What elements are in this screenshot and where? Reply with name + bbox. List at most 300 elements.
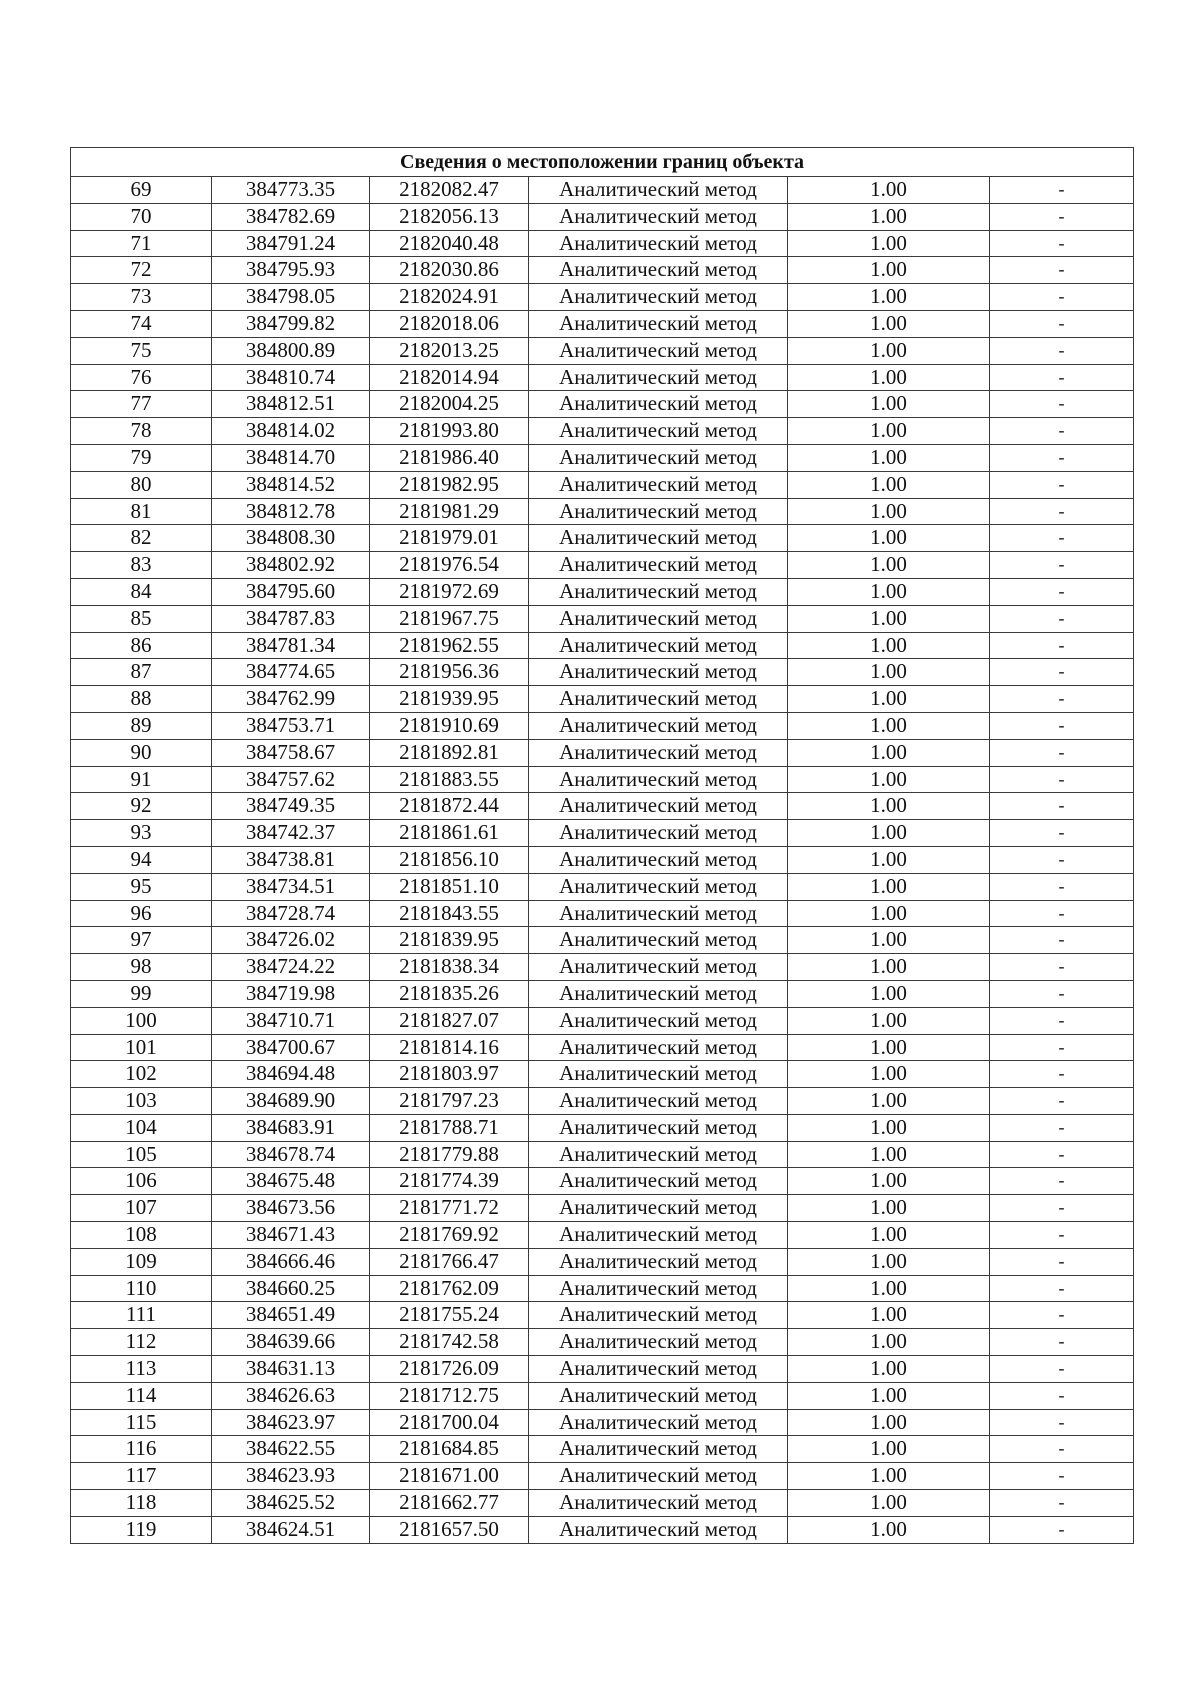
method-cell: Аналитический метод bbox=[529, 712, 788, 739]
description-cell: - bbox=[990, 632, 1134, 659]
method-cell: Аналитический метод bbox=[529, 364, 788, 391]
table-row bbox=[71, 712, 1134, 739]
method-cell: Аналитический метод bbox=[529, 1356, 788, 1383]
description-cell: - bbox=[990, 1463, 1134, 1490]
table-row bbox=[71, 471, 1134, 498]
method-cell: Аналитический метод bbox=[529, 391, 788, 418]
point-number-cell: 95 bbox=[71, 873, 212, 900]
method-cell: Аналитический метод bbox=[529, 1034, 788, 1061]
point-number-cell: 70 bbox=[71, 203, 212, 230]
description-cell: - bbox=[990, 498, 1134, 525]
accuracy-cell: 1.00 bbox=[788, 1275, 990, 1302]
table-row bbox=[71, 900, 1134, 927]
point-number-cell: 94 bbox=[71, 846, 212, 873]
x-coordinate-cell: 384631.13 bbox=[212, 1356, 370, 1383]
method-cell: Аналитический метод bbox=[529, 525, 788, 552]
point-number-cell: 105 bbox=[71, 1141, 212, 1168]
description-cell: - bbox=[990, 793, 1134, 820]
x-coordinate-cell: 384758.67 bbox=[212, 739, 370, 766]
accuracy-cell: 1.00 bbox=[788, 1436, 990, 1463]
accuracy-cell: 1.00 bbox=[788, 1141, 990, 1168]
point-number-cell: 81 bbox=[71, 498, 212, 525]
x-coordinate-cell: 384624.51 bbox=[212, 1516, 370, 1543]
point-number-cell: 119 bbox=[71, 1516, 212, 1543]
point-number-cell: 75 bbox=[71, 337, 212, 364]
method-cell: Аналитический метод bbox=[529, 1302, 788, 1329]
x-coordinate-cell: 384791.24 bbox=[212, 230, 370, 257]
x-coordinate-cell: 384782.69 bbox=[212, 203, 370, 230]
y-coordinate-cell: 2181814.16 bbox=[370, 1034, 529, 1061]
y-coordinate-cell: 2181827.07 bbox=[370, 1007, 529, 1034]
table-row bbox=[71, 1329, 1134, 1356]
x-coordinate-cell: 384734.51 bbox=[212, 873, 370, 900]
description-cell: - bbox=[990, 337, 1134, 364]
y-coordinate-cell: 2181779.88 bbox=[370, 1141, 529, 1168]
y-coordinate-cell: 2181986.40 bbox=[370, 444, 529, 471]
table-row bbox=[71, 1034, 1134, 1061]
x-coordinate-cell: 384683.91 bbox=[212, 1114, 370, 1141]
table-row bbox=[71, 337, 1134, 364]
y-coordinate-cell: 2181910.69 bbox=[370, 712, 529, 739]
description-cell: - bbox=[990, 900, 1134, 927]
method-cell: Аналитический метод bbox=[529, 873, 788, 900]
y-coordinate-cell: 2181769.92 bbox=[370, 1222, 529, 1249]
description-cell: - bbox=[990, 444, 1134, 471]
x-coordinate-cell: 384787.83 bbox=[212, 605, 370, 632]
x-coordinate-cell: 384753.71 bbox=[212, 712, 370, 739]
x-coordinate-cell: 384773.35 bbox=[212, 177, 370, 204]
description-cell: - bbox=[990, 873, 1134, 900]
y-coordinate-cell: 2181982.95 bbox=[370, 471, 529, 498]
x-coordinate-cell: 384800.89 bbox=[212, 337, 370, 364]
description-cell: - bbox=[990, 1436, 1134, 1463]
x-coordinate-cell: 384810.74 bbox=[212, 364, 370, 391]
table-row bbox=[71, 739, 1134, 766]
accuracy-cell: 1.00 bbox=[788, 418, 990, 445]
x-coordinate-cell: 384738.81 bbox=[212, 846, 370, 873]
y-coordinate-cell: 2181981.29 bbox=[370, 498, 529, 525]
description-cell: - bbox=[990, 846, 1134, 873]
method-cell: Аналитический метод bbox=[529, 230, 788, 257]
accuracy-cell: 1.00 bbox=[788, 1007, 990, 1034]
table-row bbox=[71, 1516, 1134, 1543]
point-number-cell: 77 bbox=[71, 391, 212, 418]
y-coordinate-cell: 2181883.55 bbox=[370, 766, 529, 793]
y-coordinate-cell: 2181967.75 bbox=[370, 605, 529, 632]
x-coordinate-cell: 384724.22 bbox=[212, 954, 370, 981]
accuracy-cell: 1.00 bbox=[788, 471, 990, 498]
y-coordinate-cell: 2181803.97 bbox=[370, 1061, 529, 1088]
accuracy-cell: 1.00 bbox=[788, 1356, 990, 1383]
description-cell: - bbox=[990, 1222, 1134, 1249]
y-coordinate-cell: 2181839.95 bbox=[370, 927, 529, 954]
method-cell: Аналитический метод bbox=[529, 1275, 788, 1302]
point-number-cell: 86 bbox=[71, 632, 212, 659]
x-coordinate-cell: 384671.43 bbox=[212, 1222, 370, 1249]
y-coordinate-cell: 2181972.69 bbox=[370, 578, 529, 605]
method-cell: Аналитический метод bbox=[529, 310, 788, 337]
x-coordinate-cell: 384719.98 bbox=[212, 980, 370, 1007]
accuracy-cell: 1.00 bbox=[788, 1463, 990, 1490]
y-coordinate-cell: 2181993.80 bbox=[370, 418, 529, 445]
table-row bbox=[71, 418, 1134, 445]
table-row bbox=[71, 820, 1134, 847]
accuracy-cell: 1.00 bbox=[788, 766, 990, 793]
point-number-cell: 108 bbox=[71, 1222, 212, 1249]
description-cell: - bbox=[990, 1114, 1134, 1141]
method-cell: Аналитический метод bbox=[529, 1463, 788, 1490]
x-coordinate-cell: 384814.02 bbox=[212, 418, 370, 445]
accuracy-cell: 1.00 bbox=[788, 1114, 990, 1141]
accuracy-cell: 1.00 bbox=[788, 659, 990, 686]
x-coordinate-cell: 384623.93 bbox=[212, 1463, 370, 1490]
method-cell: Аналитический метод bbox=[529, 1141, 788, 1168]
method-cell: Аналитический метод bbox=[529, 578, 788, 605]
description-cell: - bbox=[990, 1356, 1134, 1383]
point-number-cell: 88 bbox=[71, 686, 212, 713]
table-row bbox=[71, 605, 1134, 632]
x-coordinate-cell: 384675.48 bbox=[212, 1168, 370, 1195]
table-row bbox=[71, 1248, 1134, 1275]
point-number-cell: 92 bbox=[71, 793, 212, 820]
table-row bbox=[71, 257, 1134, 284]
y-coordinate-cell: 2182056.13 bbox=[370, 203, 529, 230]
y-coordinate-cell: 2181762.09 bbox=[370, 1275, 529, 1302]
x-coordinate-cell: 384757.62 bbox=[212, 766, 370, 793]
method-cell: Аналитический метод bbox=[529, 1409, 788, 1436]
x-coordinate-cell: 384651.49 bbox=[212, 1302, 370, 1329]
table-row bbox=[71, 1302, 1134, 1329]
accuracy-cell: 1.00 bbox=[788, 284, 990, 311]
point-number-cell: 111 bbox=[71, 1302, 212, 1329]
table-row bbox=[71, 177, 1134, 204]
y-coordinate-cell: 2181774.39 bbox=[370, 1168, 529, 1195]
accuracy-cell: 1.00 bbox=[788, 177, 990, 204]
y-coordinate-cell: 2181976.54 bbox=[370, 552, 529, 579]
table-row bbox=[71, 686, 1134, 713]
point-number-cell: 87 bbox=[71, 659, 212, 686]
point-number-cell: 83 bbox=[71, 552, 212, 579]
accuracy-cell: 1.00 bbox=[788, 793, 990, 820]
y-coordinate-cell: 2181684.85 bbox=[370, 1436, 529, 1463]
x-coordinate-cell: 384710.71 bbox=[212, 1007, 370, 1034]
table-row bbox=[71, 1436, 1134, 1463]
method-cell: Аналитический метод bbox=[529, 203, 788, 230]
method-cell: Аналитический метод bbox=[529, 1436, 788, 1463]
table-title: Сведения о местоположении границ объекта bbox=[71, 148, 1134, 177]
method-cell: Аналитический метод bbox=[529, 739, 788, 766]
method-cell: Аналитический метод bbox=[529, 980, 788, 1007]
description-cell: - bbox=[990, 418, 1134, 445]
point-number-cell: 114 bbox=[71, 1382, 212, 1409]
point-number-cell: 115 bbox=[71, 1409, 212, 1436]
accuracy-cell: 1.00 bbox=[788, 605, 990, 632]
y-coordinate-cell: 2181726.09 bbox=[370, 1356, 529, 1383]
accuracy-cell: 1.00 bbox=[788, 927, 990, 954]
point-number-cell: 89 bbox=[71, 712, 212, 739]
table-row bbox=[71, 230, 1134, 257]
y-coordinate-cell: 2181838.34 bbox=[370, 954, 529, 981]
method-cell: Аналитический метод bbox=[529, 498, 788, 525]
y-coordinate-cell: 2181979.01 bbox=[370, 525, 529, 552]
table-row bbox=[71, 203, 1134, 230]
table-row bbox=[71, 1088, 1134, 1115]
x-coordinate-cell: 384626.63 bbox=[212, 1382, 370, 1409]
point-number-cell: 113 bbox=[71, 1356, 212, 1383]
point-number-cell: 118 bbox=[71, 1490, 212, 1517]
table-row bbox=[71, 1007, 1134, 1034]
accuracy-cell: 1.00 bbox=[788, 1034, 990, 1061]
accuracy-cell: 1.00 bbox=[788, 310, 990, 337]
method-cell: Аналитический метод bbox=[529, 793, 788, 820]
y-coordinate-cell: 2181700.04 bbox=[370, 1409, 529, 1436]
x-coordinate-cell: 384625.52 bbox=[212, 1490, 370, 1517]
x-coordinate-cell: 384622.55 bbox=[212, 1436, 370, 1463]
method-cell: Аналитический метод bbox=[529, 1007, 788, 1034]
method-cell: Аналитический метод bbox=[529, 1516, 788, 1543]
description-cell: - bbox=[990, 177, 1134, 204]
description-cell: - bbox=[990, 1034, 1134, 1061]
description-cell: - bbox=[990, 739, 1134, 766]
accuracy-cell: 1.00 bbox=[788, 1409, 990, 1436]
method-cell: Аналитический метод bbox=[529, 1248, 788, 1275]
description-cell: - bbox=[990, 712, 1134, 739]
table-row bbox=[71, 793, 1134, 820]
description-cell: - bbox=[990, 1329, 1134, 1356]
method-cell: Аналитический метод bbox=[529, 1088, 788, 1115]
y-coordinate-cell: 2182082.47 bbox=[370, 177, 529, 204]
method-cell: Аналитический метод bbox=[529, 846, 788, 873]
description-cell: - bbox=[990, 203, 1134, 230]
method-cell: Аналитический метод bbox=[529, 632, 788, 659]
description-cell: - bbox=[990, 927, 1134, 954]
table-row bbox=[71, 1463, 1134, 1490]
point-number-cell: 112 bbox=[71, 1329, 212, 1356]
y-coordinate-cell: 2181956.36 bbox=[370, 659, 529, 686]
point-number-cell: 96 bbox=[71, 900, 212, 927]
point-number-cell: 103 bbox=[71, 1088, 212, 1115]
description-cell: - bbox=[990, 578, 1134, 605]
description-cell: - bbox=[990, 1409, 1134, 1436]
description-cell: - bbox=[990, 391, 1134, 418]
description-cell: - bbox=[990, 525, 1134, 552]
method-cell: Аналитический метод bbox=[529, 900, 788, 927]
description-cell: - bbox=[990, 1248, 1134, 1275]
y-coordinate-cell: 2182018.06 bbox=[370, 310, 529, 337]
x-coordinate-cell: 384728.74 bbox=[212, 900, 370, 927]
point-number-cell: 99 bbox=[71, 980, 212, 1007]
accuracy-cell: 1.00 bbox=[788, 846, 990, 873]
y-coordinate-cell: 2181712.75 bbox=[370, 1382, 529, 1409]
accuracy-cell: 1.00 bbox=[788, 1490, 990, 1517]
table-row bbox=[71, 552, 1134, 579]
accuracy-cell: 1.00 bbox=[788, 1195, 990, 1222]
accuracy-cell: 1.00 bbox=[788, 712, 990, 739]
table-row bbox=[71, 525, 1134, 552]
y-coordinate-cell: 2181851.10 bbox=[370, 873, 529, 900]
point-number-cell: 85 bbox=[71, 605, 212, 632]
point-number-cell: 82 bbox=[71, 525, 212, 552]
accuracy-cell: 1.00 bbox=[788, 1248, 990, 1275]
x-coordinate-cell: 384660.25 bbox=[212, 1275, 370, 1302]
accuracy-cell: 1.00 bbox=[788, 1168, 990, 1195]
x-coordinate-cell: 384689.90 bbox=[212, 1088, 370, 1115]
accuracy-cell: 1.00 bbox=[788, 444, 990, 471]
accuracy-cell: 1.00 bbox=[788, 525, 990, 552]
point-number-cell: 80 bbox=[71, 471, 212, 498]
description-cell: - bbox=[990, 954, 1134, 981]
method-cell: Аналитический метод bbox=[529, 1382, 788, 1409]
table-row bbox=[71, 1141, 1134, 1168]
x-coordinate-cell: 384795.60 bbox=[212, 578, 370, 605]
point-number-cell: 90 bbox=[71, 739, 212, 766]
method-cell: Аналитический метод bbox=[529, 284, 788, 311]
point-number-cell: 117 bbox=[71, 1463, 212, 1490]
x-coordinate-cell: 384726.02 bbox=[212, 927, 370, 954]
method-cell: Аналитический метод bbox=[529, 444, 788, 471]
method-cell: Аналитический метод bbox=[529, 1329, 788, 1356]
x-coordinate-cell: 384623.97 bbox=[212, 1409, 370, 1436]
description-cell: - bbox=[990, 230, 1134, 257]
accuracy-cell: 1.00 bbox=[788, 873, 990, 900]
y-coordinate-cell: 2181872.44 bbox=[370, 793, 529, 820]
table-row bbox=[71, 846, 1134, 873]
accuracy-cell: 1.00 bbox=[788, 954, 990, 981]
accuracy-cell: 1.00 bbox=[788, 1088, 990, 1115]
point-number-cell: 102 bbox=[71, 1061, 212, 1088]
table-row bbox=[71, 927, 1134, 954]
x-coordinate-cell: 384678.74 bbox=[212, 1141, 370, 1168]
point-number-cell: 98 bbox=[71, 954, 212, 981]
x-coordinate-cell: 384802.92 bbox=[212, 552, 370, 579]
table-row bbox=[71, 954, 1134, 981]
y-coordinate-cell: 2181962.55 bbox=[370, 632, 529, 659]
y-coordinate-cell: 2181856.10 bbox=[370, 846, 529, 873]
table-row bbox=[71, 659, 1134, 686]
y-coordinate-cell: 2181797.23 bbox=[370, 1088, 529, 1115]
description-cell: - bbox=[990, 364, 1134, 391]
method-cell: Аналитический метод bbox=[529, 766, 788, 793]
method-cell: Аналитический метод bbox=[529, 337, 788, 364]
method-cell: Аналитический метод bbox=[529, 1114, 788, 1141]
table-row bbox=[71, 1195, 1134, 1222]
method-cell: Аналитический метод bbox=[529, 659, 788, 686]
method-cell: Аналитический метод bbox=[529, 1222, 788, 1249]
accuracy-cell: 1.00 bbox=[788, 391, 990, 418]
y-coordinate-cell: 2181755.24 bbox=[370, 1302, 529, 1329]
description-cell: - bbox=[990, 980, 1134, 1007]
table-row bbox=[71, 766, 1134, 793]
point-number-cell: 100 bbox=[71, 1007, 212, 1034]
y-coordinate-cell: 2181861.61 bbox=[370, 820, 529, 847]
x-coordinate-cell: 384795.93 bbox=[212, 257, 370, 284]
description-cell: - bbox=[990, 820, 1134, 847]
method-cell: Аналитический метод bbox=[529, 471, 788, 498]
x-coordinate-cell: 384639.66 bbox=[212, 1329, 370, 1356]
table-row bbox=[71, 578, 1134, 605]
accuracy-cell: 1.00 bbox=[788, 257, 990, 284]
description-cell: - bbox=[990, 659, 1134, 686]
method-cell: Аналитический метод bbox=[529, 1490, 788, 1517]
y-coordinate-cell: 2181939.95 bbox=[370, 686, 529, 713]
method-cell: Аналитический метод bbox=[529, 605, 788, 632]
accuracy-cell: 1.00 bbox=[788, 1329, 990, 1356]
point-number-cell: 84 bbox=[71, 578, 212, 605]
x-coordinate-cell: 384814.70 bbox=[212, 444, 370, 471]
point-number-cell: 73 bbox=[71, 284, 212, 311]
table-row bbox=[71, 1356, 1134, 1383]
x-coordinate-cell: 384694.48 bbox=[212, 1061, 370, 1088]
table-row bbox=[71, 1222, 1134, 1249]
description-cell: - bbox=[990, 1302, 1134, 1329]
accuracy-cell: 1.00 bbox=[788, 1061, 990, 1088]
method-cell: Аналитический метод bbox=[529, 954, 788, 981]
method-cell: Аналитический метод bbox=[529, 927, 788, 954]
accuracy-cell: 1.00 bbox=[788, 739, 990, 766]
point-number-cell: 78 bbox=[71, 418, 212, 445]
x-coordinate-cell: 384812.51 bbox=[212, 391, 370, 418]
point-number-cell: 72 bbox=[71, 257, 212, 284]
accuracy-cell: 1.00 bbox=[788, 230, 990, 257]
x-coordinate-cell: 384673.56 bbox=[212, 1195, 370, 1222]
method-cell: Аналитический метод bbox=[529, 1061, 788, 1088]
accuracy-cell: 1.00 bbox=[788, 1302, 990, 1329]
accuracy-cell: 1.00 bbox=[788, 364, 990, 391]
x-coordinate-cell: 384812.78 bbox=[212, 498, 370, 525]
table-row bbox=[71, 873, 1134, 900]
point-number-cell: 97 bbox=[71, 927, 212, 954]
description-cell: - bbox=[990, 686, 1134, 713]
table-row bbox=[71, 1382, 1134, 1409]
method-cell: Аналитический метод bbox=[529, 1195, 788, 1222]
y-coordinate-cell: 2181662.77 bbox=[370, 1490, 529, 1517]
accuracy-cell: 1.00 bbox=[788, 686, 990, 713]
accuracy-cell: 1.00 bbox=[788, 632, 990, 659]
y-coordinate-cell: 2181788.71 bbox=[370, 1114, 529, 1141]
y-coordinate-cell: 2181671.00 bbox=[370, 1463, 529, 1490]
description-cell: - bbox=[990, 1007, 1134, 1034]
y-coordinate-cell: 2181835.26 bbox=[370, 980, 529, 1007]
table-title-row bbox=[71, 148, 1134, 177]
point-number-cell: 91 bbox=[71, 766, 212, 793]
point-number-cell: 101 bbox=[71, 1034, 212, 1061]
table-row bbox=[71, 498, 1134, 525]
description-cell: - bbox=[990, 1061, 1134, 1088]
description-cell: - bbox=[990, 1490, 1134, 1517]
y-coordinate-cell: 2182014.94 bbox=[370, 364, 529, 391]
y-coordinate-cell: 2182013.25 bbox=[370, 337, 529, 364]
table-row bbox=[71, 1114, 1134, 1141]
method-cell: Аналитический метод bbox=[529, 1168, 788, 1195]
accuracy-cell: 1.00 bbox=[788, 1516, 990, 1543]
accuracy-cell: 1.00 bbox=[788, 820, 990, 847]
method-cell: Аналитический метод bbox=[529, 552, 788, 579]
point-number-cell: 93 bbox=[71, 820, 212, 847]
description-cell: - bbox=[990, 552, 1134, 579]
point-number-cell: 106 bbox=[71, 1168, 212, 1195]
x-coordinate-cell: 384781.34 bbox=[212, 632, 370, 659]
y-coordinate-cell: 2181657.50 bbox=[370, 1516, 529, 1543]
description-cell: - bbox=[990, 471, 1134, 498]
description-cell: - bbox=[990, 257, 1134, 284]
y-coordinate-cell: 2181742.58 bbox=[370, 1329, 529, 1356]
x-coordinate-cell: 384749.35 bbox=[212, 793, 370, 820]
accuracy-cell: 1.00 bbox=[788, 578, 990, 605]
x-coordinate-cell: 384762.99 bbox=[212, 686, 370, 713]
x-coordinate-cell: 384798.05 bbox=[212, 284, 370, 311]
y-coordinate-cell: 2181843.55 bbox=[370, 900, 529, 927]
method-cell: Аналитический метод bbox=[529, 820, 788, 847]
